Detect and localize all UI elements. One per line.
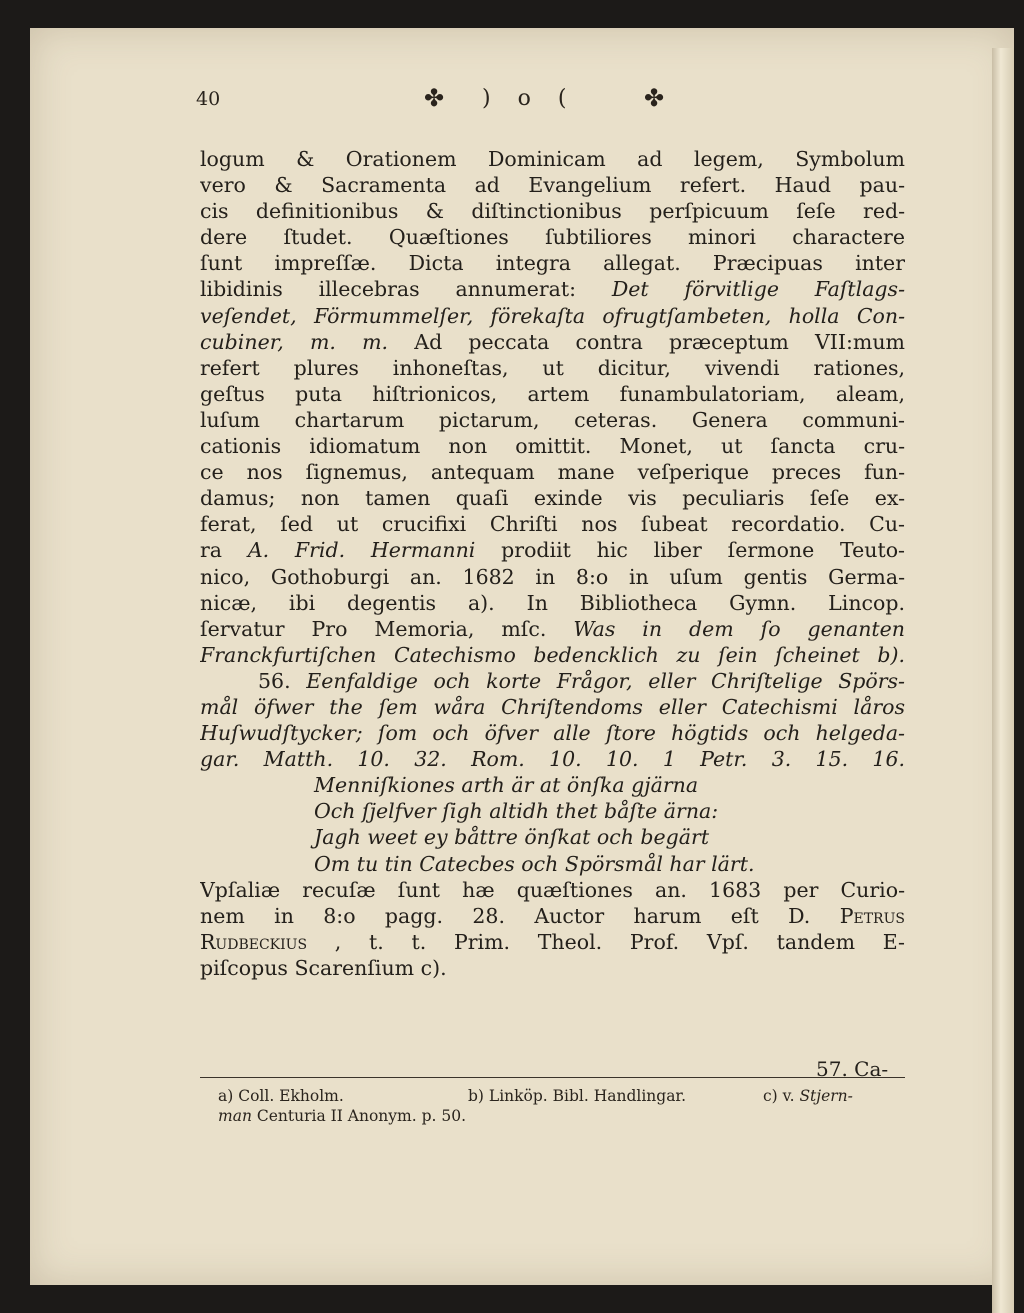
- verse-line: Och ſjelfver ſigh altidh thet båſte ärna:: [314, 799, 719, 824]
- footnote-c: [763, 1086, 853, 1106]
- footnote-c-author: Stjern-: [799, 1087, 853, 1105]
- text-line: Huſwudſtycker; ſom och öfver alle ſtore högtids och helgeda-: [200, 721, 905, 746]
- running-header: [196, 82, 676, 122]
- fleuron-left-icon: ✤: [424, 84, 445, 112]
- page-edge: [992, 48, 1014, 1313]
- page-number: 40: [196, 88, 221, 110]
- text-line: ferat, ſed ut crucifixi Chriſti nos ſubeat recordatio. Cu-: [200, 512, 905, 537]
- text-line: Franckfurtiſchen Catechismo bedencklich zu ſein ſcheinet b).: [200, 642, 905, 667]
- text-line: cationis idiomatum non omittit. Monet, ut ſancta cru-: [200, 434, 905, 459]
- footnote-b: b) Linköp. Bibl. Handlingar.: [468, 1087, 687, 1105]
- text-line: dere ſtudet. Quæſtiones ſubtiliores minori charactere: [200, 225, 905, 250]
- text-line: piſcopus Scarenſium c).: [200, 955, 447, 980]
- text-line: mål öfwer the ſem wåra Chriſtendoms eller Catechismi låros: [200, 694, 905, 719]
- text-line: luſum chartarum pictarum, ceteras. Genera communi-: [200, 407, 905, 432]
- text-line: refert plures inhoneſtas, ut dicitur, vivendi rationes,: [200, 355, 905, 380]
- text-line: cis definitionibus & diſtinctionibus perſpicuum ſeſe red-: [200, 199, 905, 224]
- text-line: ra A. Frid. Hermanni prodiit hic liber ſermone Teuto-: [200, 538, 905, 563]
- catchword: 57. Ca-: [816, 1057, 889, 1081]
- footnote-c-title: Centuria II Anonym. p. 50.: [256, 1107, 467, 1125]
- text-line: libidinis illecebras annumerat: Det förvitlige Faſtlags-: [200, 277, 905, 302]
- footnotes: [218, 1086, 908, 1126]
- text-line: nico, Gothoburgi an. 1682 in 8:o in uſum gentis Germa-: [200, 564, 905, 589]
- fleuron-right-icon: ✤: [644, 84, 665, 112]
- body-text: [200, 146, 905, 981]
- text-line: ſunt impreſſæ. Dicta integra allegat. Præcipuas inter: [200, 251, 905, 276]
- text-line: cubiner, m. m. Ad peccata contra præceptum VII:mum: [200, 329, 905, 354]
- footnote-a: a) Coll. Ekholm.: [218, 1087, 344, 1105]
- text-line: gar. Matth. 10. 32. Rom. 10. 10. 1 Petr. 3. 15. 16.: [200, 747, 905, 772]
- text-line: logum & Orationem Dominicam ad legem, Symbolum: [200, 147, 905, 171]
- text-line: nicæ, ibi degentis a). In Bibliotheca Gymn. Lincop.: [200, 590, 905, 615]
- header-center-ornament: ) o (: [482, 86, 577, 111]
- text-line: geſtus puta hiſtrionicos, artem funambulatoriam, aleam,: [200, 381, 905, 406]
- text-line: nem in 8:o pagg. 28. Auctor harum eſt D. Petrus: [200, 903, 905, 928]
- verse-line: Jagh weet ey båttre önſkat och begärt: [314, 825, 710, 850]
- text-line: Rudbeckius , t. t. Prim. Theol. Prof. Vpſ. tandem E-: [200, 929, 905, 954]
- text-line: veſendet, Förmummelſer, förekaſta ofrugtſambeten, holla Con-: [200, 303, 905, 328]
- verse-line: Menniſkiones arth är at önſka gjärna: [314, 773, 699, 798]
- text-line: vero & Sacramenta ad Evangelium refert. Haud pau-: [200, 173, 905, 198]
- text-line: 56. Eenfaldige och korte Frågor, eller Chriſtelige Spörs-: [258, 668, 905, 693]
- text-line: ſervatur Pro Memoria, mſc. Was in dem ſo genanten: [200, 616, 905, 641]
- footnote-c-label: c) v.: [763, 1087, 795, 1105]
- footnote-rule: [200, 1077, 905, 1078]
- text-line: damus; non tamen quaſi exinde vis peculiaris ſeſe ex-: [200, 486, 905, 511]
- footnote-c-author-end: man: [218, 1107, 252, 1125]
- verse-line: Om tu tin Catecbes och Spörsmål har lärt.: [314, 851, 755, 876]
- text-line: ce nos ſignemus, antequam mane veſperique preces fun-: [200, 460, 905, 485]
- text-line: Vpſaliæ recuſæ ſunt hæ quæſtiones an. 1683 per Curio-: [200, 877, 905, 902]
